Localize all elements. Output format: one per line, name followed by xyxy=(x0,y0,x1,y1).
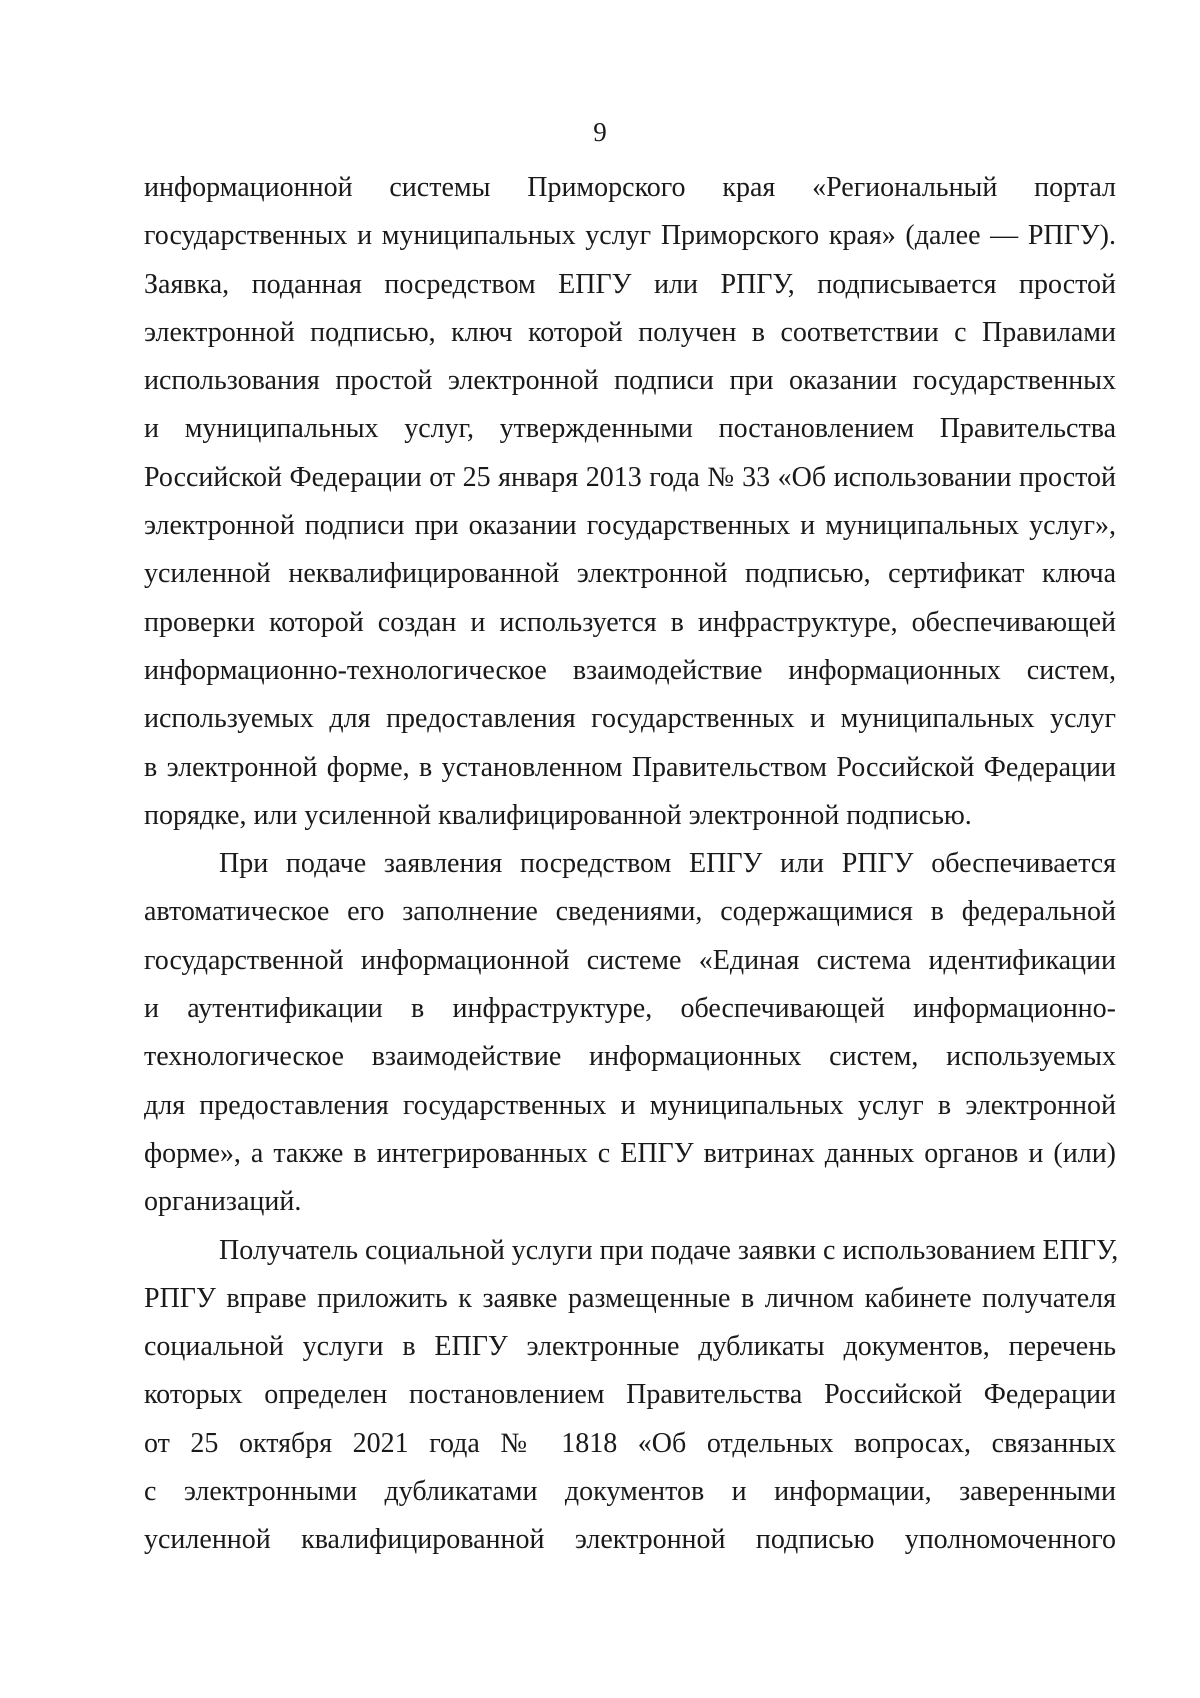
text-line: организаций. xyxy=(144,1186,302,1218)
text-line: информационной системы Приморского края «Региональный портал xyxy=(144,172,1116,203)
text-line: и аутентификации в инфраструктуре, обеспечивающей информационно- xyxy=(144,993,1116,1025)
text-line: от 25 октября 2021 года № 1818 «Об отдельных вопросах, связанных xyxy=(144,1427,1116,1459)
page-number: 9 xyxy=(593,117,607,147)
text-line: использования простой электронной подписи при оказании государственных xyxy=(144,365,1116,397)
text-line: РПГУ вправе приложить к заявке размещенные в личном кабинете получателя xyxy=(144,1282,1116,1314)
text-line: электронной подписи при оказании государственных и муниципальных услуг», xyxy=(144,510,1116,542)
text-line: усиленной неквалифицированной электронной подписью, сертификат ключа xyxy=(144,558,1116,590)
text-line: Получатель социальной услуги при подаче заявки с использованием ЕПГУ, xyxy=(219,1234,1119,1266)
text-line: При подаче заявления посредством ЕПГУ или РПГУ обеспечивается xyxy=(219,848,1116,880)
paragraph xyxy=(144,164,1116,840)
text-line: проверки которой создан и используется в инфраструктуре, обеспечивающей xyxy=(144,606,1116,638)
text-line: порядке, или усиленной квалифицированной электронной подписью. xyxy=(144,799,972,831)
text-line: автоматическое его заполнение сведениями, содержащимися в федеральной xyxy=(144,896,1116,928)
text-line: государственных и муниципальных услуг Приморского края» (далее — РПГУ). xyxy=(144,220,1116,252)
text-line: форме», а также в интегрированных с ЕПГУ витринах данных органов и (или) xyxy=(144,1137,1116,1169)
text-line: Заявка, поданная посредством ЕПГУ или РПГУ, подписывается простой xyxy=(144,268,1116,300)
text-line: усиленной квалифицированной электронной подписью уполномоченного xyxy=(144,1524,1116,1556)
text-line: и муниципальных услуг, утвержденными постановлением Правительства xyxy=(144,413,1116,445)
text-line: государственной информационной системе «Единая система идентификации xyxy=(144,944,1116,976)
text-line: в электронной форме, в установленном Правительством Российской Федерации xyxy=(144,751,1116,783)
text-line: для предоставления государственных и муниципальных услуг в электронной xyxy=(144,1089,1116,1121)
text-line: которых определен постановлением Правительства Российской Федерации xyxy=(144,1379,1116,1411)
text-line: с электронными дубликатами документов и информации, заверенными xyxy=(144,1476,1116,1508)
text-line: информационно-технологическое взаимодействие информационных систем, xyxy=(144,654,1116,686)
text-line: электронной подписью, ключ которой получен в соответствии с Правилами xyxy=(144,316,1116,348)
text-line: социальной услуги в ЕПГУ электронные дубликаты документов, перечень xyxy=(144,1331,1116,1363)
paragraph xyxy=(144,840,1116,1226)
document-body xyxy=(144,164,1119,1565)
text-line: Российской Федерации от 25 января 2013 года № 33 «Об использовании простой xyxy=(144,461,1116,493)
text-line: технологическое взаимодействие информационных систем, используемых xyxy=(144,1041,1116,1073)
text-line: используемых для предоставления государственных и муниципальных услуг xyxy=(144,703,1116,735)
paragraph xyxy=(144,1227,1119,1565)
